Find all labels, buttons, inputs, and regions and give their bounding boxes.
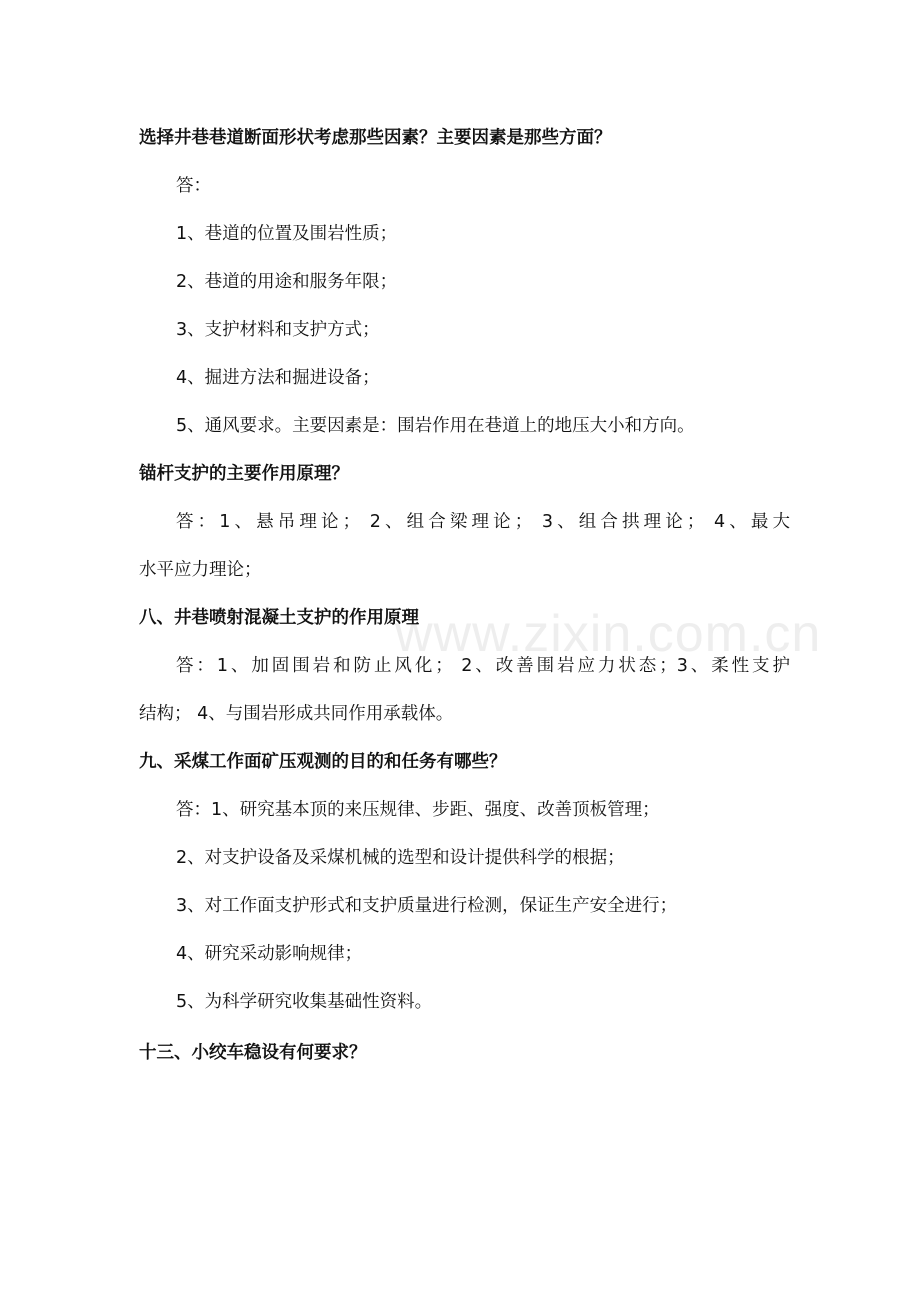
answer-item: 1、巷道的位置及围岩性质； <box>176 224 398 244</box>
watermark: www.zixin.com.cn <box>395 605 822 663</box>
answer-item: 5、为科学研究收集基础性资料。 <box>176 992 433 1012</box>
answer-item: 2、巷道的用途和服务年限； <box>176 272 398 292</box>
answer-paragraph: 答：1、悬吊理论； 2、组合梁理论； 3、组合拱理论； 4、最大 <box>176 512 790 532</box>
answer-paragraph-continued: 水平应力理论； <box>139 560 262 580</box>
question-heading-shotcrete: 八、井巷喷射混凝土支护的作用原理 <box>139 608 419 628</box>
answer-item: 4、掘进方法和掘进设备； <box>176 368 380 388</box>
question-heading-pressure-observation: 九、采煤工作面矿压观测的目的和任务有哪些？ <box>139 752 507 772</box>
answer-item: 2、对支护设备及采煤机械的选型和设计提供科学的根据； <box>176 848 625 868</box>
question-heading-anchor-bolt: 锚杆支护的主要作用原理？ <box>139 464 349 484</box>
answer-label: 答： <box>176 176 211 196</box>
answer-item: 5、通风要求。主要因素是：围岩作用在巷道上的地压大小和方向。 <box>176 416 695 436</box>
answer-paragraph-continued: 结构； 4、与围岩形成共同作用承载体。 <box>139 704 454 724</box>
question-heading-winch: 十三、小绞车稳设有何要求？ <box>139 1043 367 1063</box>
answer-item: 4、研究采动影响规律； <box>176 944 363 964</box>
answer-item: 答：1、研究基本顶的来压规律、步距、强度、改善顶板管理； <box>176 800 660 820</box>
question-heading-section-shape: 选择井巷巷道断面形状考虑那些因素？主要因素是那些方面？ <box>139 128 612 148</box>
answer-item: 3、对工作面支护形式和支护质量进行检测，保证生产安全进行； <box>176 896 678 916</box>
answer-paragraph: 答：1、加固围岩和防止风化； 2、改善围岩应力状态；3、柔性支护 <box>176 656 790 676</box>
answer-item: 3、支护材料和支护方式； <box>176 320 380 340</box>
